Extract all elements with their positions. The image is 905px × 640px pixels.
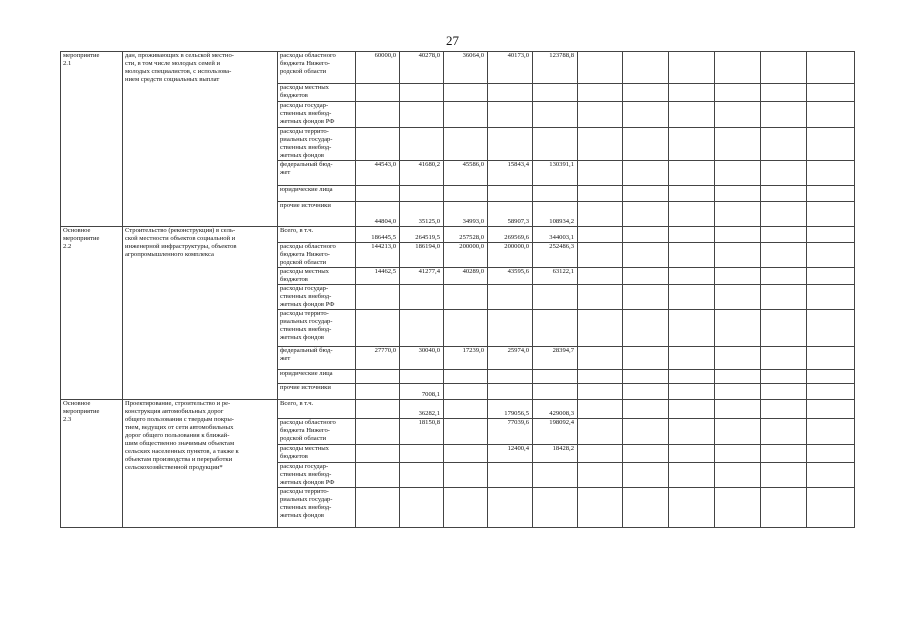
value-cell bbox=[356, 102, 400, 128]
empty-cell bbox=[807, 384, 855, 400]
value-cell bbox=[444, 384, 488, 400]
value-cell: 429008,3 bbox=[533, 400, 578, 419]
value-cell bbox=[533, 463, 578, 488]
empty-cell bbox=[715, 102, 761, 128]
funding-source: расходы областного бюджета Нижего- родской области bbox=[278, 243, 356, 268]
value-cell: 36064,0 bbox=[444, 52, 488, 84]
value-cell bbox=[400, 186, 444, 202]
empty-cell bbox=[761, 52, 807, 84]
value-cell bbox=[444, 400, 488, 419]
value-cell bbox=[400, 128, 444, 161]
value-cell bbox=[533, 384, 578, 400]
empty-cell bbox=[669, 102, 715, 128]
empty-cell bbox=[669, 161, 715, 186]
empty-cell bbox=[807, 202, 855, 227]
value-cell: 269569,6 bbox=[488, 227, 533, 243]
value-cell bbox=[488, 84, 533, 102]
page-number: 27 bbox=[446, 33, 459, 48]
value-cell: 144213,0 bbox=[356, 243, 400, 268]
empty-cell bbox=[807, 347, 855, 370]
empty-cell bbox=[669, 384, 715, 400]
value-cell bbox=[444, 445, 488, 463]
empty-cell bbox=[715, 419, 761, 445]
empty-cell bbox=[807, 445, 855, 463]
empty-cell bbox=[807, 84, 855, 102]
empty-cell bbox=[807, 400, 855, 419]
empty-cell bbox=[807, 310, 855, 347]
funding-source: прочие источники bbox=[278, 202, 356, 227]
funding-source: расходы террито- риальных государ- ственных внебюд- жетных фондов bbox=[278, 310, 356, 347]
empty-cell bbox=[623, 488, 669, 528]
empty-cell bbox=[715, 310, 761, 347]
funding-source: расходы местных бюджетов bbox=[278, 445, 356, 463]
empty-cell bbox=[578, 268, 623, 285]
empty-cell bbox=[761, 102, 807, 128]
value-cell: 41277,4 bbox=[400, 268, 444, 285]
value-cell bbox=[400, 285, 444, 310]
value-cell: 18150,8 bbox=[400, 419, 444, 445]
value-cell: 34993,0 bbox=[444, 202, 488, 227]
measure-name: Строительство (реконструкция) в сель- ской местности объектов социальной и инженерной инфраструктуры, объектов агропромышленного комплекса bbox=[123, 227, 278, 400]
empty-cell bbox=[578, 285, 623, 310]
empty-cell bbox=[623, 186, 669, 202]
empty-cell bbox=[761, 419, 807, 445]
empty-cell bbox=[578, 243, 623, 268]
value-cell bbox=[356, 310, 400, 347]
value-cell bbox=[533, 488, 578, 528]
value-cell: 186194,0 bbox=[400, 243, 444, 268]
value-cell bbox=[356, 463, 400, 488]
empty-cell bbox=[761, 268, 807, 285]
empty-cell bbox=[578, 102, 623, 128]
empty-cell bbox=[761, 186, 807, 202]
empty-cell bbox=[715, 202, 761, 227]
empty-cell bbox=[761, 488, 807, 528]
empty-cell bbox=[715, 84, 761, 102]
value-cell bbox=[444, 128, 488, 161]
empty-cell bbox=[761, 310, 807, 347]
funding-source: расходы террито- риальных государ- ственных внебюд- жетных фондов bbox=[278, 488, 356, 528]
value-cell: 264519,5 bbox=[400, 227, 444, 243]
empty-cell bbox=[578, 400, 623, 419]
empty-cell bbox=[715, 445, 761, 463]
value-cell: 344003,1 bbox=[533, 227, 578, 243]
value-cell: 200000,0 bbox=[488, 243, 533, 268]
value-cell bbox=[356, 419, 400, 445]
value-cell bbox=[400, 102, 444, 128]
value-cell bbox=[488, 463, 533, 488]
table-row bbox=[61, 52, 855, 84]
measure-name: дан, проживающих в сельской местно- сти, в том числе молодых семей и молодых специалистов, с использова- нием средств социальных выплат bbox=[123, 52, 278, 227]
empty-cell bbox=[807, 268, 855, 285]
empty-cell bbox=[715, 463, 761, 488]
value-cell: 130391,1 bbox=[533, 161, 578, 186]
empty-cell bbox=[578, 52, 623, 84]
value-cell bbox=[444, 84, 488, 102]
empty-cell bbox=[578, 227, 623, 243]
empty-cell bbox=[715, 384, 761, 400]
funding-source: расходы местных бюджетов bbox=[278, 84, 356, 102]
empty-cell bbox=[623, 347, 669, 370]
value-cell: 58907,3 bbox=[488, 202, 533, 227]
empty-cell bbox=[761, 463, 807, 488]
value-cell bbox=[356, 285, 400, 310]
table-row bbox=[61, 400, 855, 419]
value-cell bbox=[488, 488, 533, 528]
value-cell: 257528,0 bbox=[444, 227, 488, 243]
value-cell bbox=[488, 128, 533, 161]
value-cell: 12400,4 bbox=[488, 445, 533, 463]
empty-cell bbox=[623, 463, 669, 488]
empty-cell bbox=[715, 52, 761, 84]
value-cell bbox=[488, 102, 533, 128]
empty-cell bbox=[669, 400, 715, 419]
funding-source: федеральный бюд- жет bbox=[278, 161, 356, 186]
empty-cell bbox=[715, 488, 761, 528]
empty-cell bbox=[715, 400, 761, 419]
empty-cell bbox=[669, 419, 715, 445]
empty-cell bbox=[761, 370, 807, 384]
value-cell: 108934,2 bbox=[533, 202, 578, 227]
value-cell bbox=[488, 370, 533, 384]
empty-cell bbox=[761, 347, 807, 370]
funding-source: расходы государ- ственных внебюд- жетных фондов РФ bbox=[278, 285, 356, 310]
empty-cell bbox=[623, 52, 669, 84]
empty-cell bbox=[807, 419, 855, 445]
value-cell bbox=[533, 84, 578, 102]
value-cell bbox=[356, 84, 400, 102]
value-cell: 186445,5 bbox=[356, 227, 400, 243]
empty-cell bbox=[715, 268, 761, 285]
empty-cell bbox=[578, 84, 623, 102]
empty-cell bbox=[623, 370, 669, 384]
funding-source: федеральный бюд- жет bbox=[278, 347, 356, 370]
value-cell: 25974,0 bbox=[488, 347, 533, 370]
value-cell: 123788,8 bbox=[533, 52, 578, 84]
value-cell bbox=[444, 310, 488, 347]
value-cell bbox=[533, 310, 578, 347]
empty-cell bbox=[669, 227, 715, 243]
empty-cell bbox=[761, 128, 807, 161]
empty-cell bbox=[669, 186, 715, 202]
empty-cell bbox=[669, 488, 715, 528]
empty-cell bbox=[807, 128, 855, 161]
value-cell: 15843,4 bbox=[488, 161, 533, 186]
empty-cell bbox=[578, 488, 623, 528]
empty-cell bbox=[623, 419, 669, 445]
value-cell bbox=[533, 102, 578, 128]
value-cell bbox=[444, 102, 488, 128]
funding-source: юридические лица bbox=[278, 370, 356, 384]
value-cell: 7008,1 bbox=[400, 384, 444, 400]
value-cell: 27770,0 bbox=[356, 347, 400, 370]
empty-cell bbox=[669, 370, 715, 384]
value-cell: 17239,0 bbox=[444, 347, 488, 370]
value-cell: 44543,0 bbox=[356, 161, 400, 186]
empty-cell bbox=[715, 243, 761, 268]
value-cell bbox=[356, 488, 400, 528]
empty-cell bbox=[578, 419, 623, 445]
empty-cell bbox=[623, 102, 669, 128]
empty-cell bbox=[669, 52, 715, 84]
funding-source: юридические лица bbox=[278, 186, 356, 202]
value-cell bbox=[488, 285, 533, 310]
empty-cell bbox=[669, 285, 715, 310]
value-cell bbox=[488, 384, 533, 400]
value-cell: 200000,0 bbox=[444, 243, 488, 268]
empty-cell bbox=[669, 84, 715, 102]
value-cell: 30040,0 bbox=[400, 347, 444, 370]
empty-cell bbox=[578, 310, 623, 347]
value-cell bbox=[400, 310, 444, 347]
empty-cell bbox=[669, 463, 715, 488]
empty-cell bbox=[669, 347, 715, 370]
empty-cell bbox=[578, 186, 623, 202]
empty-cell bbox=[669, 310, 715, 347]
empty-cell bbox=[578, 161, 623, 186]
empty-cell bbox=[578, 384, 623, 400]
empty-cell bbox=[669, 243, 715, 268]
value-cell: 43595,6 bbox=[488, 268, 533, 285]
value-cell: 179056,5 bbox=[488, 400, 533, 419]
measure-name: Проектирование, строительство и ре- конструкция автомобильных дорог общего пользования с твердым покры- тием, ведущих от сети автомобильных дорог общего пользования к ближай- шим общественно значимым объектам сельских населенных пунктов, а также к объектам производства и переработки сельскохозяйственной продукции* bbox=[123, 400, 278, 528]
funding-source: расходы террито- риальных государ- ственных внебюд- жетных фондов bbox=[278, 128, 356, 161]
value-cell bbox=[356, 445, 400, 463]
budget-table bbox=[60, 51, 855, 528]
empty-cell bbox=[623, 285, 669, 310]
value-cell: 77039,6 bbox=[488, 419, 533, 445]
empty-cell bbox=[623, 84, 669, 102]
value-cell bbox=[533, 370, 578, 384]
empty-cell bbox=[669, 202, 715, 227]
empty-cell bbox=[761, 384, 807, 400]
value-cell: 40278,0 bbox=[400, 52, 444, 84]
value-cell bbox=[488, 310, 533, 347]
value-cell bbox=[400, 84, 444, 102]
empty-cell bbox=[761, 227, 807, 243]
empty-cell bbox=[623, 128, 669, 161]
funding-source: расходы областного бюджета Нижего- родской области bbox=[278, 419, 356, 445]
value-cell bbox=[356, 128, 400, 161]
empty-cell bbox=[715, 128, 761, 161]
empty-cell bbox=[715, 347, 761, 370]
empty-cell bbox=[761, 84, 807, 102]
empty-cell bbox=[715, 370, 761, 384]
funding-source: Всего, в т.ч. bbox=[278, 227, 356, 243]
empty-cell bbox=[807, 285, 855, 310]
empty-cell bbox=[761, 285, 807, 310]
value-cell bbox=[444, 186, 488, 202]
value-cell bbox=[444, 285, 488, 310]
value-cell bbox=[356, 400, 400, 419]
empty-cell bbox=[623, 161, 669, 186]
funding-source: прочие источники bbox=[278, 384, 356, 400]
empty-cell bbox=[761, 445, 807, 463]
value-cell: 14462,5 bbox=[356, 268, 400, 285]
empty-cell bbox=[578, 370, 623, 384]
value-cell bbox=[400, 370, 444, 384]
value-cell bbox=[400, 488, 444, 528]
table-row bbox=[61, 227, 855, 243]
funding-source: Всего, в т.ч. bbox=[278, 400, 356, 419]
value-cell: 35125,0 bbox=[400, 202, 444, 227]
empty-cell bbox=[715, 285, 761, 310]
empty-cell bbox=[623, 202, 669, 227]
value-cell bbox=[356, 186, 400, 202]
empty-cell bbox=[807, 488, 855, 528]
empty-cell bbox=[807, 186, 855, 202]
empty-cell bbox=[807, 463, 855, 488]
value-cell: 36282,1 bbox=[400, 400, 444, 419]
value-cell bbox=[533, 186, 578, 202]
value-cell bbox=[533, 128, 578, 161]
empty-cell bbox=[623, 384, 669, 400]
empty-cell bbox=[578, 445, 623, 463]
funding-source: расходы государ- ственных внебюд- жетных фондов РФ bbox=[278, 463, 356, 488]
empty-cell bbox=[578, 463, 623, 488]
value-cell bbox=[444, 419, 488, 445]
funding-source: расходы государ- ственных внебюд- жетных фондов РФ bbox=[278, 102, 356, 128]
value-cell bbox=[400, 445, 444, 463]
value-cell bbox=[356, 384, 400, 400]
empty-cell bbox=[807, 102, 855, 128]
value-cell: 198092,4 bbox=[533, 419, 578, 445]
value-cell bbox=[444, 370, 488, 384]
measure-type: Основное мероприятие 2.2 bbox=[61, 227, 123, 400]
empty-cell bbox=[761, 161, 807, 186]
empty-cell bbox=[578, 128, 623, 161]
value-cell bbox=[488, 186, 533, 202]
value-cell bbox=[444, 488, 488, 528]
empty-cell bbox=[807, 370, 855, 384]
measure-type: мероприятие 2.1 bbox=[61, 52, 123, 227]
value-cell bbox=[400, 463, 444, 488]
funding-source: расходы областного бюджета Нижего- родской области bbox=[278, 52, 356, 84]
value-cell bbox=[356, 370, 400, 384]
empty-cell bbox=[807, 52, 855, 84]
empty-cell bbox=[761, 243, 807, 268]
value-cell: 40289,0 bbox=[444, 268, 488, 285]
value-cell: 44804,0 bbox=[356, 202, 400, 227]
empty-cell bbox=[623, 310, 669, 347]
empty-cell bbox=[623, 445, 669, 463]
empty-cell bbox=[623, 243, 669, 268]
empty-cell bbox=[669, 268, 715, 285]
value-cell bbox=[444, 463, 488, 488]
empty-cell bbox=[578, 202, 623, 227]
empty-cell bbox=[715, 186, 761, 202]
value-cell bbox=[533, 285, 578, 310]
empty-cell bbox=[807, 161, 855, 186]
value-cell: 60000,0 bbox=[356, 52, 400, 84]
empty-cell bbox=[761, 400, 807, 419]
empty-cell bbox=[807, 227, 855, 243]
empty-cell bbox=[669, 128, 715, 161]
value-cell: 41680,2 bbox=[400, 161, 444, 186]
value-cell: 45586,0 bbox=[444, 161, 488, 186]
empty-cell bbox=[623, 268, 669, 285]
value-cell: 28394,7 bbox=[533, 347, 578, 370]
empty-cell bbox=[669, 445, 715, 463]
value-cell: 252486,3 bbox=[533, 243, 578, 268]
empty-cell bbox=[623, 400, 669, 419]
empty-cell bbox=[715, 161, 761, 186]
value-cell: 40173,0 bbox=[488, 52, 533, 84]
measure-type: Основное мероприятие 2.3 bbox=[61, 400, 123, 528]
empty-cell bbox=[807, 243, 855, 268]
empty-cell bbox=[715, 227, 761, 243]
empty-cell bbox=[578, 347, 623, 370]
funding-source: расходы местных бюджетов bbox=[278, 268, 356, 285]
value-cell: 63122,1 bbox=[533, 268, 578, 285]
value-cell: 18428,2 bbox=[533, 445, 578, 463]
empty-cell bbox=[623, 227, 669, 243]
empty-cell bbox=[761, 202, 807, 227]
